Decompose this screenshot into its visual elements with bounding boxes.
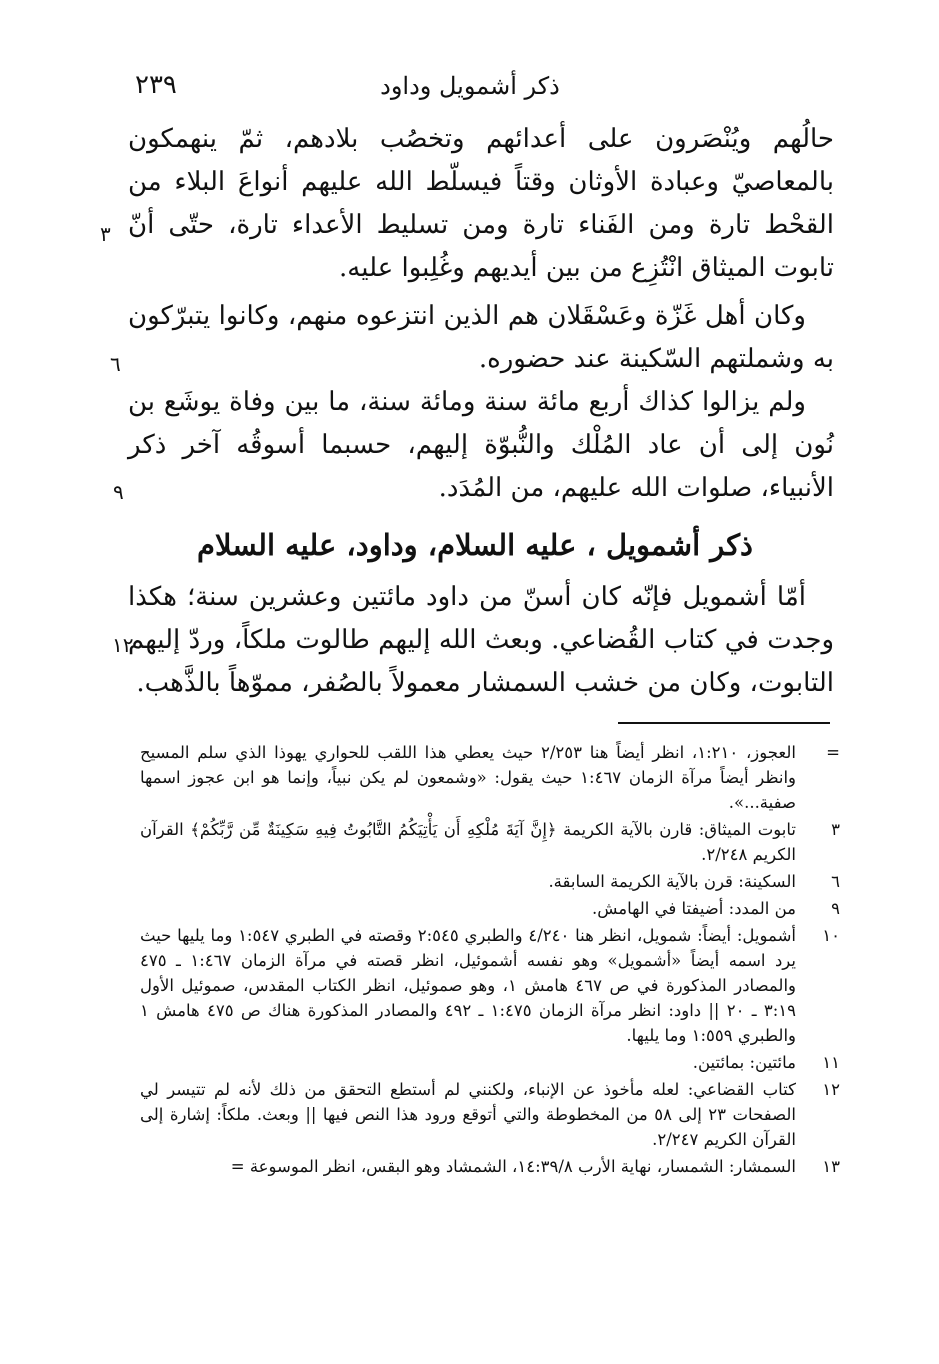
footnote-number: ٦	[831, 872, 840, 891]
line-number-12: ١٢	[112, 633, 134, 657]
footnote-item	[140, 869, 840, 894]
footnote-item	[140, 817, 840, 867]
line-number-3: ٣	[100, 222, 111, 246]
line-number-9: ٩	[113, 480, 124, 504]
footnote-item	[140, 740, 840, 815]
footnote-item	[140, 923, 840, 1048]
footnote-number: ١١	[822, 1053, 840, 1072]
footnote-text: السمشار: الشمسار، نهاية الأرب ١٤:٣٩/٨، الشمشاد وهو البقس، انظر الموسوعة =	[230, 1157, 796, 1176]
footnote-item	[140, 1154, 840, 1179]
section-heading: ذكر أشمويل ، عليه السلام، وداود، عليه السلام	[197, 528, 753, 562]
footnote-item	[140, 896, 840, 921]
footnote-number: ١٢	[822, 1080, 840, 1099]
footnote-item	[140, 1050, 840, 1075]
running-title: ذكر أشمويل وداود	[380, 72, 560, 100]
paragraph-text: وكان أهل غَزّة وعَسْقَلان هم الذين انتزعوه منهم، وكانوا يتبرّكون به وشملتهم السّكينة عند حضوره.	[128, 301, 834, 374]
footnote-number: ٩	[831, 899, 840, 918]
footnote-number: =	[826, 743, 840, 762]
footnote-text: العجوز، ١:٢١٠، انظر أيضاً هنا ٢/٢٥٣ حيث يعطي هذا اللقب للحواري يهوذا الذي سلم المسيح وانظر أيضاً مرآة الزمان ١:٤٦٧ حيث يقول: «وشمعون لم يكن نبياً، وإنما هو ابن عجوز اسمها صفية...».	[140, 743, 796, 812]
footnote-text: أشمويل: أيضاً: شمويل، انظر هنا ٤/٢٤٠ والطبري ٢:٥٤٥ وقصته في الطبري ١:٥٤٧ وما يليها حيث يرد اسمه أيضاً «أشمويل» وهو نفسه أشموئيل، انظر قصته في مرآة الزمان ١:٤٦٧ ـ ٤٧٥ والمصادر المذكورة في ص ٤٦٧ هامش ١، وهو صموئيل، انظر الكتاب المقدس، صموئيل الأول ٣:١٩ ـ ٢٠ || داود: انظر مرآة الزمان ١:٤٧٥ ـ ٤٩٢ والمصادر المذكورة هناك ص ٤٧٥ هامش ١ والطبري ١:٥٥٩ وما يليها.	[140, 926, 797, 1045]
body-paragraph-1	[128, 118, 834, 290]
footnote-text: من المدد: أضيفتا في الهامش.	[591, 899, 796, 918]
footnotes	[140, 740, 840, 1181]
footnote-item	[140, 1077, 840, 1152]
footnote-text: كتاب القضاعي: لعله مأخوذ عن الإنباء، ولكنني لم أستطع التحقق من ذلك لأنه لم تتيسر لي الصفحات ٢٣ إلى ٥٨ من المخطوطة والتي أتوقع ورود هذا النص فيها || وبعث. ملكاً: إشارة إلى القرآن الكريم ٢/٢٤٧.	[140, 1080, 796, 1149]
footnote-separator	[618, 722, 830, 724]
footnote-text: مائتين: بمائتين.	[692, 1053, 796, 1072]
paragraph-text: حالُهم ويُنْصَرون على أعدائهم وتخصُب بلادهم، ثمّ ينهمكون بالمعاصيّ وعبادة الأوثان وقتاً فيسلّط الله عليهم أنواعَ البلاء من القحْط تارة ومن الفَناء تارة ومن تسليط الأعداء تارة، حتّى أنّ تابوت الميثاق انْتُزِع من بين أيديهم وغُلِبوا عليه.	[128, 124, 834, 283]
footnote-number: ٣	[831, 820, 840, 839]
body-paragraph-2	[128, 295, 834, 381]
paragraph-text: ولم يزالوا كذاك أربع مائة سنة ومائة سنة، ما بين وفاة يوشَع بن نُون إلى أن عاد المُلْك والنُّبوّة إليهم، حسبما أسوقُه آخر ذكر الأنبياء، صلوات الله عليهم، من المُدَد.	[128, 387, 834, 503]
footnote-text: تابوت الميثاق: قارن بالآية الكريمة ﴿إِنَّ آيَةَ مُلْكِهِ أَن يَأْتِيَكُمُ التَّابُوتُ فِيهِ سَكِينَةٌ مِّن رَّبِّكُمْ﴾ القرآن الكريم ٢/٢٤٨.	[140, 820, 796, 864]
body-paragraph-4	[128, 576, 834, 705]
footnote-number: ١٣	[822, 1157, 840, 1176]
body-paragraph-3	[128, 381, 834, 510]
paragraph-text: أمّا أشمويل فإنّه كان أسنّ من داود مائتين وعشرين سنة؛ هكذا وجدت في كتاب القُضاعي. وبعث الله إليهم طالوت ملكاً، وردّ إليهم التابوت، وكان من خشب السمشار معمولاً بالصُفر، مموّهاً بالذَّهب.	[128, 582, 834, 698]
line-number-6: ٦	[110, 352, 121, 376]
footnote-number: ١٠	[822, 926, 840, 945]
footnote-text: السكينة: قرن بالآية الكريمة السابقة.	[548, 872, 796, 891]
page-number: ٢٣٩	[135, 70, 177, 100]
